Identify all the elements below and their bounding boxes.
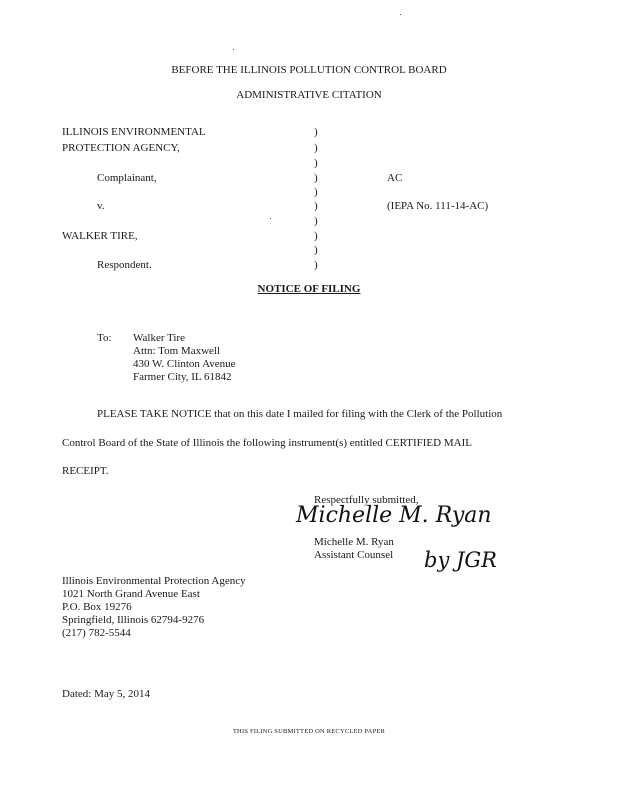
respondent-role: Respondent. bbox=[97, 259, 152, 271]
agency-line: P.O. Box 19276 bbox=[62, 601, 132, 613]
caption-paren: ) bbox=[314, 186, 318, 198]
caption-paren: ) bbox=[314, 230, 318, 242]
addressee-line: Walker Tire bbox=[133, 332, 185, 344]
caption-paren: ) bbox=[314, 157, 318, 169]
addressee-line: Attn: Tom Maxwell bbox=[133, 345, 221, 357]
body-line: PLEASE TAKE NOTICE that on this date I mailed for filing with the Clerk of the Pollution bbox=[97, 408, 503, 420]
caption-paren: ) bbox=[314, 215, 318, 227]
caption-paren: ) bbox=[314, 142, 318, 154]
document-title: NOTICE OF FILING bbox=[257, 283, 361, 295]
caption-paren: ) bbox=[314, 244, 318, 256]
versus: v. bbox=[97, 200, 105, 212]
board-heading: BEFORE THE ILLINOIS POLLUTION CONTROL BOARD bbox=[171, 64, 447, 76]
to-label: To: bbox=[97, 332, 112, 344]
dated-line: Dated: May 5, 2014 bbox=[62, 688, 150, 700]
complainant-name-line2: PROTECTION AGENCY, bbox=[62, 142, 180, 154]
caption-paren: ) bbox=[314, 259, 318, 271]
caption-paren: ) bbox=[314, 126, 318, 138]
scan-speck bbox=[270, 218, 271, 219]
by-initials: by JGR bbox=[424, 548, 497, 572]
agency-line: 1021 North Grand Avenue East bbox=[62, 588, 200, 600]
recycled-paper-footer: THIS FILING SUBMITTED ON RECYCLED PAPER bbox=[232, 728, 386, 735]
agency-line: Springfield, Illinois 62794-9276 bbox=[62, 614, 205, 626]
caption-paren: ) bbox=[314, 200, 318, 212]
caption-paren: ) bbox=[314, 172, 318, 184]
document-type: ADMINISTRATIVE CITATION bbox=[236, 89, 382, 101]
complainant-role: Complainant, bbox=[97, 172, 157, 184]
signer-name: Michelle M. Ryan bbox=[314, 536, 394, 548]
case-label: AC bbox=[387, 172, 403, 184]
body-line: RECEIPT. bbox=[62, 465, 109, 477]
agency-line: (217) 782-5544 bbox=[62, 627, 131, 639]
iepa-number: (IEPA No. 111-14-AC) bbox=[387, 200, 489, 212]
scan-speck bbox=[400, 14, 401, 15]
signer-title: Assistant Counsel bbox=[314, 549, 394, 561]
closing: Respectfully submitted, bbox=[314, 494, 419, 506]
addressee-line: Farmer City, IL 61842 bbox=[133, 371, 232, 383]
respondent-name: WALKER TIRE, bbox=[62, 230, 138, 242]
agency-line: Illinois Environmental Protection Agency bbox=[62, 575, 246, 587]
addressee-line: 430 W. Clinton Avenue bbox=[133, 358, 236, 370]
body-line: Control Board of the State of Illinois the following instrument(s) entitled CERTIFIED MAIL bbox=[62, 437, 472, 449]
scan-speck bbox=[233, 49, 234, 50]
complainant-name-line1: ILLINOIS ENVIRONMENTAL bbox=[62, 126, 206, 138]
handwritten-signature: Michelle M. Ryan bbox=[296, 503, 492, 528]
